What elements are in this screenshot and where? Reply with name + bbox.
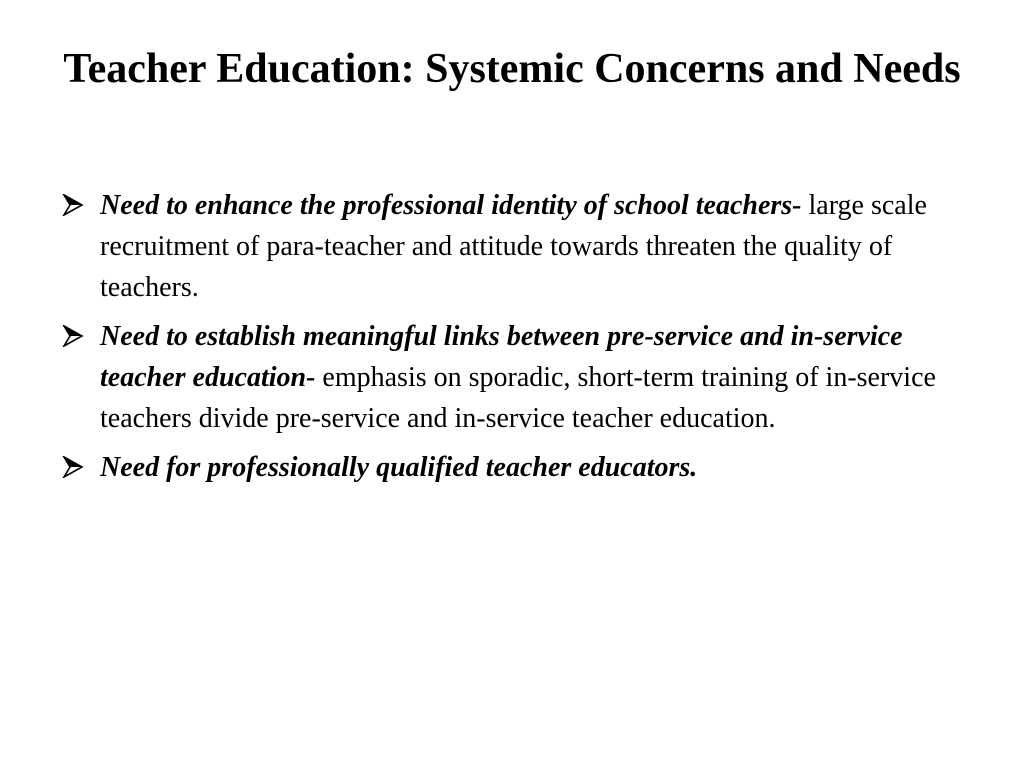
bullet-item [60, 316, 960, 439]
slide-title: Teacher Education: Systemic Concerns and Needs [63, 46, 961, 92]
bullet-lead: Need to establish meaningful links between pre-service and in-service teacher education- [100, 321, 903, 393]
bullet-item [60, 185, 960, 308]
arrowhead-bullet-icon [62, 325, 84, 347]
bullet-list [60, 185, 960, 496]
arrowhead-bullet-icon [62, 194, 84, 216]
arrowhead-bullet-icon [62, 456, 84, 478]
bullet-body: emphasis on sporadic, short-term training of in-service teachers divide pre-service and in-service teacher education. [100, 362, 936, 434]
bullet-lead: Need to enhance the professional identity of school teachers- [100, 190, 802, 221]
bullet-item [60, 447, 960, 488]
bullet-body: large scale recruitment of para-teacher and attitude towards threaten the quality of teachers. [100, 190, 927, 303]
bullet-lead: Need for professionally qualified teacher educators. [100, 452, 698, 483]
